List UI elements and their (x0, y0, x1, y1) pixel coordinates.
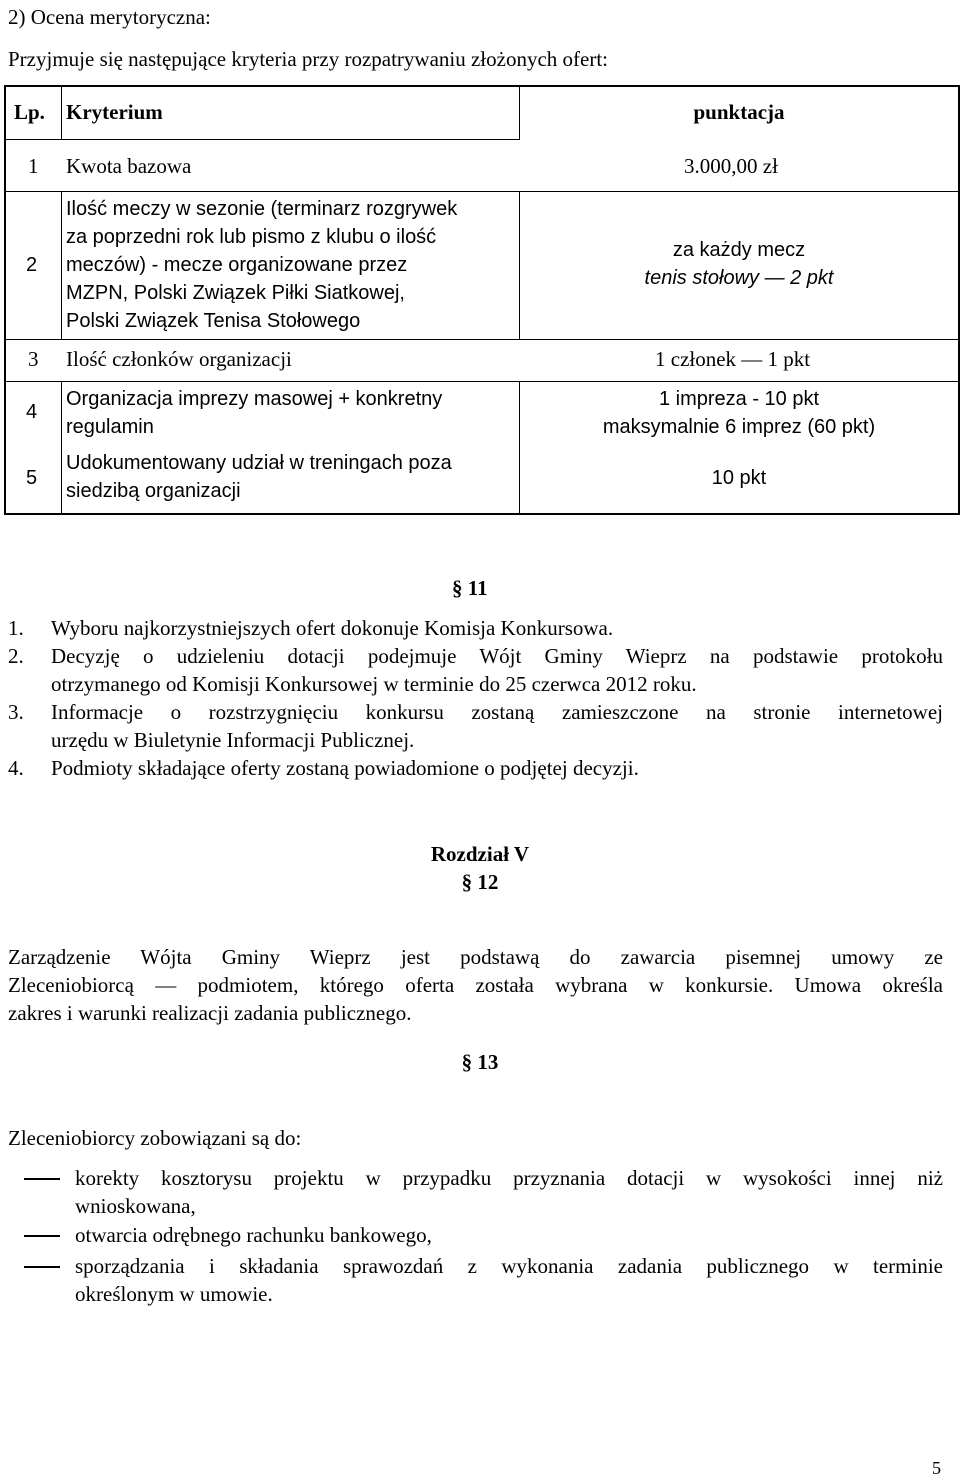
item-text: wnioskowana, (75, 1194, 196, 1218)
paragraph-13-intro: Zleceniobiorcy zobowiązani są do: (8, 1126, 302, 1150)
paragraph-13-heading: § 13 (461, 1050, 499, 1074)
row-criterion: Kwota bazowa (66, 154, 192, 178)
paragraph-12-heading: § 12 (461, 870, 499, 894)
page-number: 5 (932, 1458, 941, 1478)
intro-text: Przyjmuje się następujące kryteria przy rozpatrywaniu złożonych ofert: (8, 47, 609, 71)
chapter-title: Rozdział V (430, 842, 530, 866)
item-number: 2. (8, 644, 24, 668)
row-criterion-line: Udokumentowany udział w treningach poza (66, 452, 452, 474)
row-score-line: maksymalnie 6 imprez (60 pkt) (602, 416, 876, 438)
item-text: Podmioty składające oferty zostaną powiadomione o podjętej decyzji. (51, 756, 639, 780)
dash-bullet (24, 1235, 60, 1237)
row-lp: 4 (26, 401, 38, 423)
row-score: 1 członek ― 1 pkt (655, 347, 811, 371)
row-lp: 2 (26, 254, 38, 276)
header-lp: Lp. (14, 100, 45, 124)
paragraph-11-heading: § 11 (452, 576, 488, 600)
row-criterion-line: Polski Związek Tenisa Stołowego (66, 310, 361, 332)
dash-bullet (24, 1266, 60, 1268)
item-text: korekty kosztorysu projektu w przypadku przyznania dotacji w wysokości innej niż (75, 1166, 943, 1190)
paragraph-12-text: zakres i warunki realizacji zadania publicznego. (8, 1001, 412, 1025)
item-text: Informacje o rozstrzygnięciu konkursu zostaną zamieszczone na stronie internetowej (51, 700, 943, 724)
item-text: sporządzania i składania sprawozdań z wykonania zadania publicznego w terminie (75, 1254, 943, 1278)
row-criterion-line: za poprzedni rok lub pismo z klubu o ilość (66, 226, 437, 248)
row-criterion-line: siedzibą organizacji (66, 480, 241, 502)
row-criterion-line: Ilość meczy w sezonie (terminarz rozgrywek (66, 198, 458, 220)
row-score: 10 pkt (711, 467, 767, 489)
row-criterion-line: MZPN, Polski Związek Piłki Siatkowej, (66, 282, 405, 304)
row-criterion: Ilość członków organizacji (66, 347, 292, 371)
item-text: Wyboru najkorzystniejszych ofert dokonuje Komisja Konkursowa. (51, 616, 614, 640)
item-text: urzędu w Biuletynie Informacji Publicznej. (51, 728, 415, 752)
row-lp: 3 (28, 347, 39, 371)
paragraph-12-text: Zleceniobiorcą ― podmiotem, którego oferta została wybrana w konkursie. Umowa określa (8, 973, 943, 997)
section-heading: 2) Ocena merytoryczna: (8, 5, 211, 29)
item-number: 1. (8, 616, 24, 640)
row-lp: 1 (28, 154, 39, 178)
row-score-line: tenis stołowy ― 2 pkt (644, 267, 834, 289)
item-text: określonym w umowie. (75, 1282, 273, 1306)
paragraph-12-text: Zarządzenie Wójta Gminy Wieprz jest podstawą do zawarcia pisemnej umowy ze (8, 945, 943, 969)
item-number: 4. (8, 756, 24, 780)
item-text: Decyzję o udzieleniu dotacji podejmuje Wójt Gminy Wieprz na podstawie protokołu (51, 644, 943, 668)
header-score: punktacja (693, 100, 785, 124)
row-score-line: 1 impreza - 10 pkt (658, 388, 820, 410)
item-text: otwarcia odrębnego rachunku bankowego, (75, 1223, 432, 1247)
row-criterion-line: Organizacja imprezy masowej + konkretny (66, 388, 443, 410)
row-score: 3.000,00 zł (684, 154, 778, 178)
item-number: 3. (8, 700, 24, 724)
row-criterion-line: meczów) - mecze organizowane przez (66, 254, 408, 276)
row-score-line: za każdy mecz (672, 239, 806, 261)
header-criterion: Kryterium (66, 100, 163, 124)
row-lp: 5 (26, 467, 38, 489)
item-text: otrzymanego od Komisji Konkursowej w terminie do 25 czerwca 2012 roku. (51, 672, 697, 696)
dash-bullet (24, 1178, 60, 1180)
row-criterion-line: regulamin (66, 416, 154, 438)
